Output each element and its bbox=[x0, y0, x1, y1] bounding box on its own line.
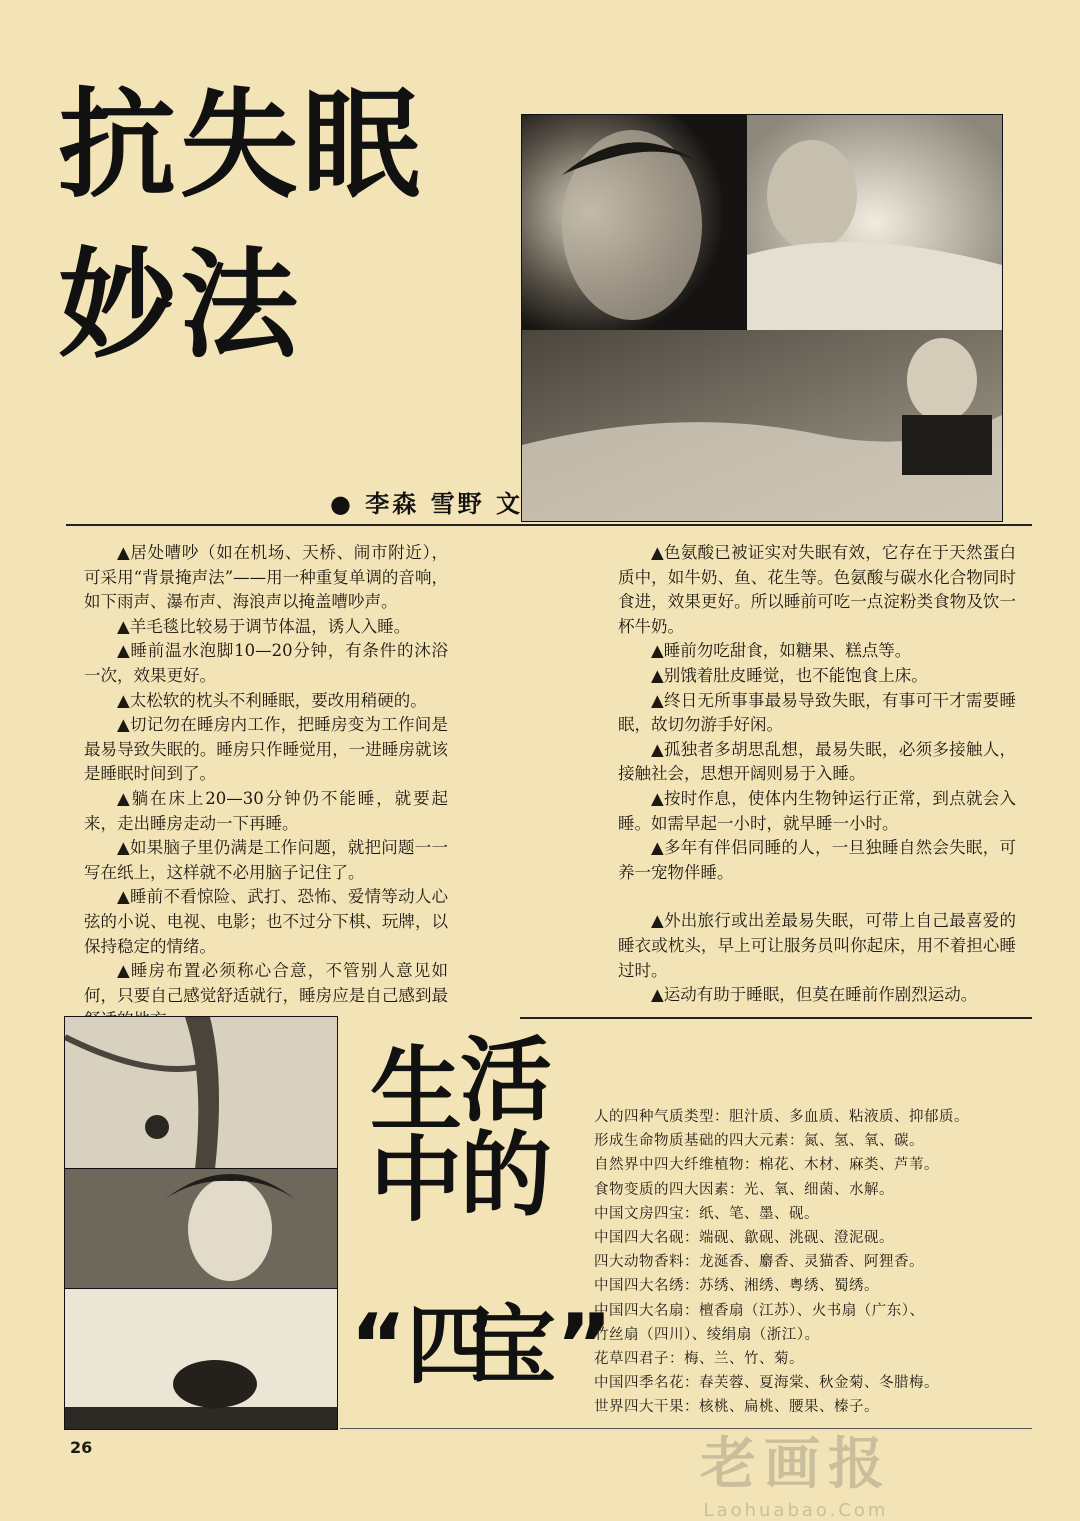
tip-paragraph: ▲终日无所事事最易导致失眠，有事可干才需要睡眠，故切勿游手好闲。 bbox=[618, 690, 1016, 735]
tip-paragraph: ▲按时作息，使体内生物钟运行正常，到点就会入睡。如需早起一小时，就早睡一小时。 bbox=[618, 788, 1016, 833]
tip-paragraph: ▲切记勿在睡房内工作，把睡房变为工作间是最易导致失眠的。睡房只作睡觉用，一进睡房就该是睡眠时间到了。 bbox=[84, 715, 448, 784]
article2-title-char: 中 bbox=[370, 1127, 463, 1234]
list-item: 中国四大名砚：端砚、歙砚、洮砚、澄泥砚。 bbox=[594, 1230, 894, 1247]
tip-paragraph: ▲睡前温水泡脚10—20分钟，有条件的沐浴一次，效果更好。 bbox=[84, 641, 448, 685]
list-item: 食物变质的四大因素：光、氧、细菌、水解。 bbox=[594, 1181, 894, 1198]
article-left-column bbox=[84, 541, 448, 1033]
tip-paragraph: ▲孤独者多胡思乱想，最易失眠，必须多接触人，接触社会，思想开阔则易于入睡。 bbox=[618, 739, 1016, 784]
lone-tree-graphic bbox=[65, 1289, 337, 1429]
list-item: 人的四种气质类型：胆汁质、多血质、粘液质、抑郁质。 bbox=[594, 1109, 969, 1125]
sleep-photo-collage bbox=[521, 114, 1003, 522]
article-title-line-1: 抗失眠 bbox=[58, 76, 425, 214]
list-item: 中国四季名花：春芙蓉、夏海棠、秋金菊、冬腊梅。 bbox=[594, 1375, 939, 1392]
list-item: 竹丝扇（四川）、绫绢扇（浙江）。 bbox=[594, 1326, 820, 1343]
header-divider bbox=[66, 524, 1032, 526]
woman-portrait-graphic bbox=[65, 1169, 337, 1289]
list-item: 中国四大名扇：檀香扇（江苏）、火书扇（广东）、 bbox=[594, 1302, 925, 1319]
article2-title-char: 的 bbox=[460, 1122, 553, 1229]
tip-paragraph: ▲色氨酸已被证实对失眠有效，它存在于天然蛋白质中，如牛奶、鱼、花生等。色氨酸与碳水化合物同时食进，效果更好。所以睡前可吃一点淀粉类食物及饮一杯牛奶。 bbox=[618, 543, 1016, 636]
article-title-line-2: 妙法 bbox=[58, 236, 303, 374]
tip-paragraph: ▲睡前不看惊险、武打、恐怖、爱情等动人心弦的小说、电视、电影；也不过分下棋、玩牌，以保持稳定的情绪。 bbox=[84, 887, 448, 956]
watermark-logo: 老画报 bbox=[700, 1432, 892, 1497]
tip-paragraph: ▲如果脑子里仍满是工作问题，就把问题一一写在纸上，这样就不必用脑子记住了。 bbox=[84, 838, 448, 882]
tip-paragraph: ▲睡房布置必须称心合意，不管别人意见如何，只要自己感觉舒适就行，睡房应是自己感到最 bbox=[84, 961, 448, 1005]
tip-paragraph: ▲太松软的枕头不利睡眠，要改用稍硬的。 bbox=[117, 690, 427, 710]
article2-title-char: 宝” bbox=[470, 1296, 613, 1396]
tip-paragraph: ▲睡前勿吃甜食，如糖果、糕点等。 bbox=[651, 641, 912, 661]
tip-paragraph: ▲别饿着肚皮睡觉，也不能饱食上床。 bbox=[651, 665, 928, 685]
woman-portrait-photo bbox=[64, 1168, 338, 1290]
tree-photo bbox=[64, 1016, 338, 1170]
page-number: 26 bbox=[70, 1438, 93, 1457]
tip-paragraph: ▲躺在床上20—30分钟仍不能睡，就要起来，走出睡房走动一下再睡。 bbox=[84, 788, 448, 833]
article2-title-char: 生 bbox=[370, 1037, 463, 1144]
footer-divider bbox=[340, 1428, 1032, 1429]
list-item: 世界四大干果：核桃、扁桃、腰果、榛子。 bbox=[594, 1399, 879, 1416]
article-right-column bbox=[618, 541, 1016, 1008]
list-item: 中国文房四宝：纸、笔、墨、砚。 bbox=[594, 1205, 819, 1222]
photo-collage-graphic bbox=[522, 115, 1002, 521]
four-treasures-list bbox=[594, 1105, 1064, 1420]
tip-paragraph: ▲运动有助于睡眠，但莫在睡前作剧烈运动。 bbox=[651, 985, 978, 1005]
tip-paragraph: ▲外出旅行或出差最易失眠，可带上自己最喜爱的睡衣或枕头，早上可让服务员叫你起床，用不着担心睡过时。 bbox=[618, 911, 1016, 980]
article-byline: ● 李森 雪野 文 bbox=[330, 490, 524, 518]
tree-photo-graphic bbox=[65, 1017, 337, 1169]
tip-paragraph: ▲居处嘈吵（如在机场、天桥、闹市附近），可采用“背景掩声法”——用一种重复单调的音响，如下雨声、瀑布声、海浪声以掩盖嘈吵声。 bbox=[84, 543, 448, 612]
watermark-url: Laohuabao.Com bbox=[703, 1500, 889, 1521]
list-item: 自然界中四大纤维植物：棉花、木材、麻类、芦苇。 bbox=[594, 1157, 939, 1174]
tip-paragraph: ▲羊毛毯比较易于调节体温，诱人入睡。 bbox=[117, 616, 411, 636]
tip-paragraph: ▲多年有伴侣同睡的人，一旦独睡自然会失眠，可养一宠物伴睡。 bbox=[618, 838, 1016, 882]
site-watermark bbox=[700, 1420, 892, 1521]
lone-tree-photo bbox=[64, 1288, 338, 1430]
section-divider bbox=[520, 1017, 1032, 1019]
list-item: 形成生命物质基础的四大元素：氮、氢、氧、碳。 bbox=[594, 1133, 924, 1150]
article2-title-char: “四 bbox=[350, 1296, 493, 1396]
article2-title-char: 活 bbox=[460, 1027, 553, 1134]
list-item: 花草四君子：梅、兰、竹、菊。 bbox=[594, 1351, 804, 1368]
list-item: 中国四大名绣：苏绣、湘绣、粤绣、蜀绣。 bbox=[594, 1278, 879, 1295]
list-item: 四大动物香料：龙涎香、麝香、灵猫香、阿狸香。 bbox=[594, 1254, 924, 1271]
